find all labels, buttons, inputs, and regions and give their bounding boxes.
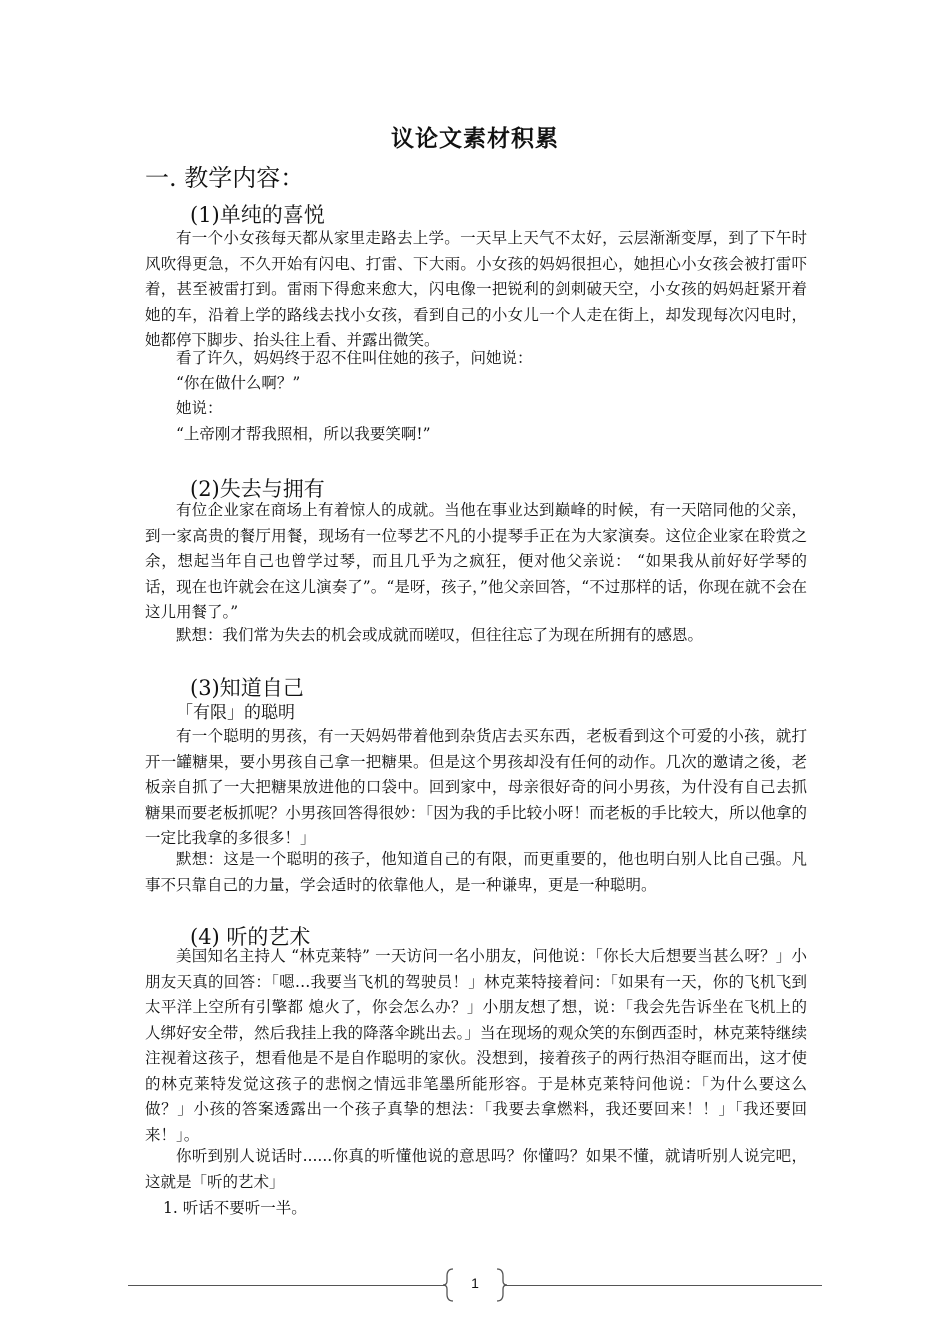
subheading-4: (4) 听的艺术: [190, 925, 311, 949]
quote-1: “你在做什么啊？”: [176, 374, 301, 392]
paragraph-1-1: 有一个小女孩每天都从家里走路去上学。一天早上天气不太好，云层渐渐变厚，到了下午时风吹得更急，不久开始有闪电、打雷、下大雨。小女孩的妈妈很担心，她担心小女孩会被打雷吓着，甚至被雷打到。雷雨下得愈来愈大，闪电像一把锐利的剑刺破天空，小女孩的妈妈赶紧开着她的车，沿着上学的路线去找小女孩，看到自己的小女儿一个人走在街上，却发现每次闪电时，她都停下脚步、抬头往上看、并露出微笑。: [145, 229, 807, 349]
footer-rule-left: [128, 1285, 446, 1286]
page-number: 1: [471, 1275, 479, 1291]
page-number-box: [443, 1268, 507, 1302]
paragraph-3-2: 默想：这是一个聪明的孩子，他知道自己的有限，而更重要的，他也明白别人比自己强。凡事不只靠自己的力量，学会适时的依靠他人，是一种谦卑，更是一种聪明。: [145, 850, 807, 894]
document-title: 议论文素材积累: [391, 125, 559, 152]
paragraph-4-2: 你听到别人说话时......你真的听懂他说的意思吗？你懂吗？如果不懂，就请听别人说完吧，这就是「听的艺术」: [145, 1147, 807, 1191]
subheading-3: (3)知道自己: [190, 676, 304, 700]
section-heading: 一. 教学内容：: [145, 164, 305, 192]
paragraph-4-1: 美国知名主持人 “林克莱特” 一天访问一名小朋友，问他说：「你长大后想要当甚么呀？」小朋友天真的回答：「嗯…我要当飞机的驾驶员！」林克莱特接着问：「如果有一天，你的飞机飞到太平洋上空所有引擎都 熄火了，你会怎么办？」小朋友想了想，说：「我会先告诉坐在飞机上的人绑好安全带，然后我挂上我的降落伞跳出去。」当在现场的观众笑的东倒西歪时，林克莱特继续注视着这孩子，想看他是不是自作聪明的家伙。没想到，接着孩子的两行热泪夺眶而出，这才使的林克莱特发觉这孩子的悲悯之情远非笔墨所能形容。于是林克莱特问他说：「为什么要这么做？」小孩的答案透露出一个孩子真挚的想法：「我要去拿燃料，我还要回来！！」「我还要回来！」。: [145, 947, 807, 1144]
subheading-3-sub: 「有限」的聪明: [176, 703, 295, 723]
paragraph-3-1: 有一个聪明的男孩，有一天妈妈带着他到杂货店去买东西，老板看到这个可爱的小孩，就打开一罐糖果，要小男孩自己拿一把糖果。但是这个男孩却没有任何的动作。几次的邀请之後，老板亲自抓了一大把糖果放进他的口袋中。回到家中，母亲很好奇的问小男孩，为什没有自己去抓糖果而要老板抓呢？小男孩回答得很妙：「因为我的手比较小呀！而老板的手比较大，所以他拿的一定比我拿的多很多！」: [145, 727, 807, 847]
paragraph-2-2: 默想：我们常为失去的机会或成就而嗟叹，但往往忘了为现在所拥有的感恩。: [176, 626, 704, 644]
quote-3: “上帝刚才帮我照相，所以我要笑啊!”: [176, 425, 431, 443]
subheading-2: (2)失去与拥有: [190, 477, 325, 501]
list-item-1: 1. 听话不要听一半。: [163, 1199, 307, 1217]
paragraph-1-2: 看了许久，妈妈终于忍不住叫住她的孩子，问她说：: [176, 349, 533, 367]
quote-2: 她说：: [176, 399, 223, 417]
paragraph-2-1: 有位企业家在商场上有着惊人的成就。当他在事业达到巅峰的时候，有一天陪同他的父亲，到一家高贵的餐厅用餐，现场有一位琴艺不凡的小提琴手正在为大家演奏。这位企业家在聆赏之余，想起当年自己也曾学过琴，而且几乎为之疯狂，便对他父亲说： “如果我从前好好学琴的话，现在也许就会在这儿演奏了”。“是呀，孩子，”他父亲回答，“不过那样的话，你现在就不会在这儿用餐了。”: [145, 501, 807, 621]
subheading-1: (1)单纯的喜悦: [190, 203, 325, 227]
footer-rule-right: [504, 1285, 822, 1286]
